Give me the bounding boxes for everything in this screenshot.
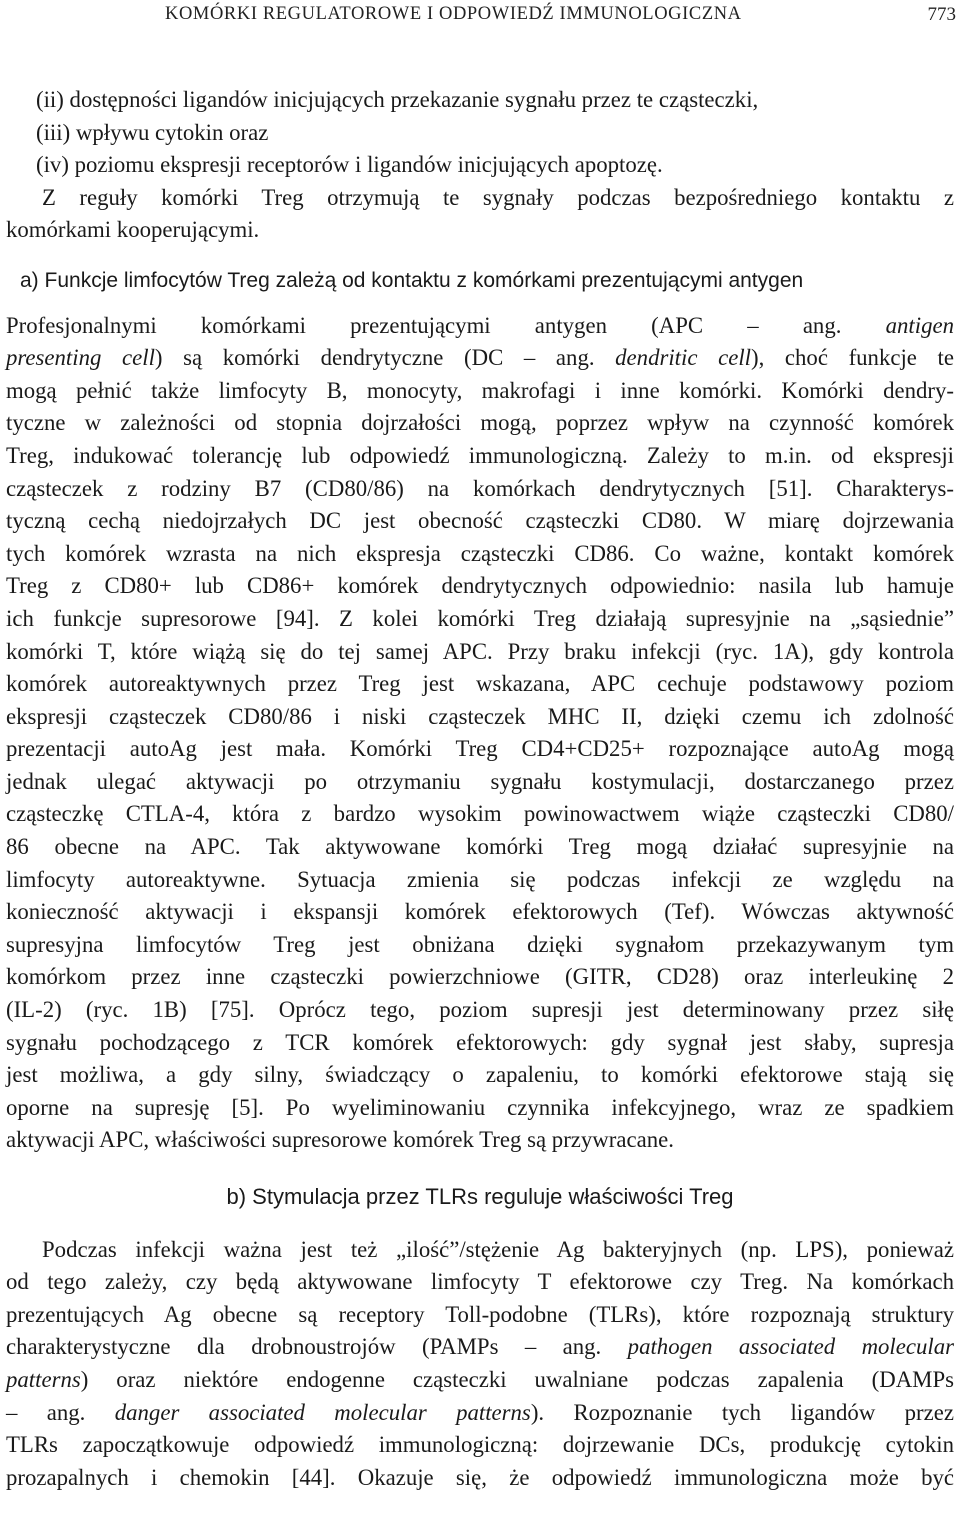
paragraph-line: limfocyty autoreaktywne. Sytuacja zmienia się podczas infekcji ze względu na	[6, 866, 954, 892]
paragraph-line: komórkom przez inne cząsteczki powierzchniowe (GITR, CD28) oraz interleukinę 2	[6, 964, 954, 990]
paragraph-line: prozapalnych i chemokin [44]. Okazuje się, że odpowiedź immunologiczna może być	[6, 1464, 954, 1490]
page-body	[6, 84, 954, 1494]
paragraph-line: komórkami kooperującymi.	[6, 217, 260, 243]
italic-term: antigen	[885, 312, 954, 338]
paragraph-line: TLRs zapoczątkowuje odpowiedź immunologiczną: dojrzewanie DCs, produkcję cytokin	[6, 1432, 954, 1458]
paragraph-line: ich funkcje supresorowe [94]. Z kolei komórki Treg działają supresyjnie na „sąsiednie”	[6, 605, 954, 631]
paragraph-line: komórek autoreaktywnych przez Treg jest wskazana, APC cechuje podstawowy poziom	[6, 671, 954, 697]
text-run: ), choć funkcje te	[751, 345, 954, 371]
paragraph-line: mogą pełnić także limfocyty B, monocyty, makrofagi i inne komórki. Komórki dendry-	[6, 377, 954, 403]
text-run: – ang.	[6, 1399, 115, 1425]
paragraph-line: cząsteczek z rodziny B7 (CD80/86) na komórkach dendrytycznych [51]. Charakterys-	[6, 475, 954, 501]
italic-term: pathogen associated molecular	[627, 1334, 954, 1360]
paragraph-line	[6, 1397, 954, 1430]
paragraph-line: aktywacji APC, właściwości supresorowe komórek Treg są przywracane.	[6, 1127, 674, 1153]
paragraph-line: Treg z CD80+ lub CD86+ komórek dendrytycznych odpowiednio: nasila lub hamuje	[6, 573, 954, 599]
italic-term: danger associated molecular patterns	[114, 1399, 531, 1425]
paragraph-line: tych komórek wzrasta na nich ekspresja cząsteczki CD86. Co ważne, kontakt komórek	[6, 540, 954, 566]
list-item: (iv) poziomu ekspresji receptorów i ligandów inicjujących apoptozę.	[36, 152, 663, 178]
running-header	[0, 4, 960, 28]
paragraph-line: supresyjna limfocytów Treg jest obniżana dzięki sygnałom przekazywanym tym	[6, 931, 954, 957]
text-run: Profesjonalnymi komórkami prezentującymi antygen (APC – ang.	[6, 312, 886, 338]
italic-term: presenting cell	[6, 345, 155, 371]
paragraph-line: konieczność aktywacji i ekspansji komórek efektorowych (Tef). Wówczas aktywność	[6, 899, 954, 925]
paragraph-line: jest możliwa, a gdy silny, świadczący o zapaleniu, to komórki efektorowe stają się	[6, 1062, 954, 1088]
text-run: ) oraz niektóre endogenne cząsteczki uwalniane podczas zapalenia (DAMPs	[80, 1366, 954, 1392]
paragraph-line	[6, 1364, 954, 1397]
text-run: ). Rozpoznanie tych ligandów przez	[530, 1399, 954, 1425]
page-number: 773	[927, 4, 956, 25]
paragraph-line: Treg, indukować tolerancję lub odpowiedź immunologiczną. Zależy to m.in. od ekspresji	[6, 442, 954, 468]
paragraph-line: jednak ulegać aktywacji po otrzymaniu sygnału kostymulacji, dostarczanego przez	[6, 768, 954, 794]
section-a-heading: a) Funkcje limfocytów Treg zależą od kontaktu z komórkami prezentującymi antygen	[20, 268, 804, 292]
italic-term: patterns	[6, 1366, 81, 1392]
paragraph-line: prezentacji autoAg jest mała. Komórki Treg CD4+CD25+ rozpoznające autoAg mogą	[6, 736, 954, 762]
paragraph-line: komórki T, które wiążą się do tej samej APC. Przy braku infekcji (ryc. 1A), gdy kontrola	[6, 638, 954, 664]
paragraph-line: prezentujących Ag obecne są receptory Toll-podobne (TLRs), które rozpoznają struktury	[6, 1301, 954, 1327]
paragraph-line: od tego zależy, czy będą aktywowane limfocyty T efektorowe czy Treg. Na komórkach	[6, 1269, 954, 1295]
section-b-heading: b) Stymulacja przez TLRs reguluje właściwości Treg	[226, 1184, 734, 1209]
list-item: (ii) dostępności ligandów inicjujących przekazanie sygnału przez te cząsteczki,	[36, 87, 759, 112]
paragraph-line: Z reguły komórki Treg otrzymują te sygnały podczas bezpośredniego kontaktu z	[42, 184, 954, 210]
italic-term: dendritic cell	[615, 345, 751, 371]
paragraph-line: oporne na supresję [5]. Po wyeliminowaniu czynnika infekcyjnego, wraz ze spadkiem	[6, 1094, 954, 1120]
section-a-paragraph	[6, 375, 954, 1125]
paragraph-line: Podczas infekcji ważna jest też „ilość”/stężenie Ag bakteryjnych (np. LPS), ponieważ	[42, 1236, 954, 1262]
text-run: charakterystyczne dla drobnoustrojów (PAMPs – ang.	[6, 1334, 628, 1360]
paragraph-line: sygnału pochodzącego z TCR komórek efektorowych: gdy sygnał jest słaby, supresja	[6, 1029, 954, 1055]
text-run: ) są komórki dendrytyczne (DC – ang.	[154, 345, 616, 371]
paragraph-line: cząsteczkę CTLA-4, która z bardzo wysokim powinowactwem wiąże cząsteczki CD80/	[6, 801, 954, 827]
paragraph-line: tyczne w zależności od stopnia dojrzałości mogą, poprzez wpływ na czynność komórek	[6, 410, 954, 436]
paragraph-line	[6, 1331, 954, 1364]
paragraph-line	[6, 310, 954, 343]
paragraph-line: tyczną cechą niedojrzałych DC jest obecność cząsteczki CD80. W miarę dojrzewania	[6, 508, 954, 534]
paragraph-line: (IL-2) (ryc. 1B) [75]. Oprócz tego, poziom supresji jest determinowany przez siłę	[6, 997, 954, 1023]
paragraph-line: 86 obecne na APC. Tak aktywowane komórki Treg mogą działać supresyjnie na	[6, 834, 954, 860]
paragraph-line	[6, 342, 954, 375]
paragraph-line: ekspresji cząsteczek CD80/86 i niski cząsteczek MHC II, dzięki czemu ich zdolność	[6, 703, 954, 729]
list-item: (iii) wpływu cytokin oraz	[36, 119, 269, 145]
running-title: KOMÓRKI REGULATOROWE I ODPOWIEDŹ IMMUNOLOGICZNA	[165, 4, 742, 24]
